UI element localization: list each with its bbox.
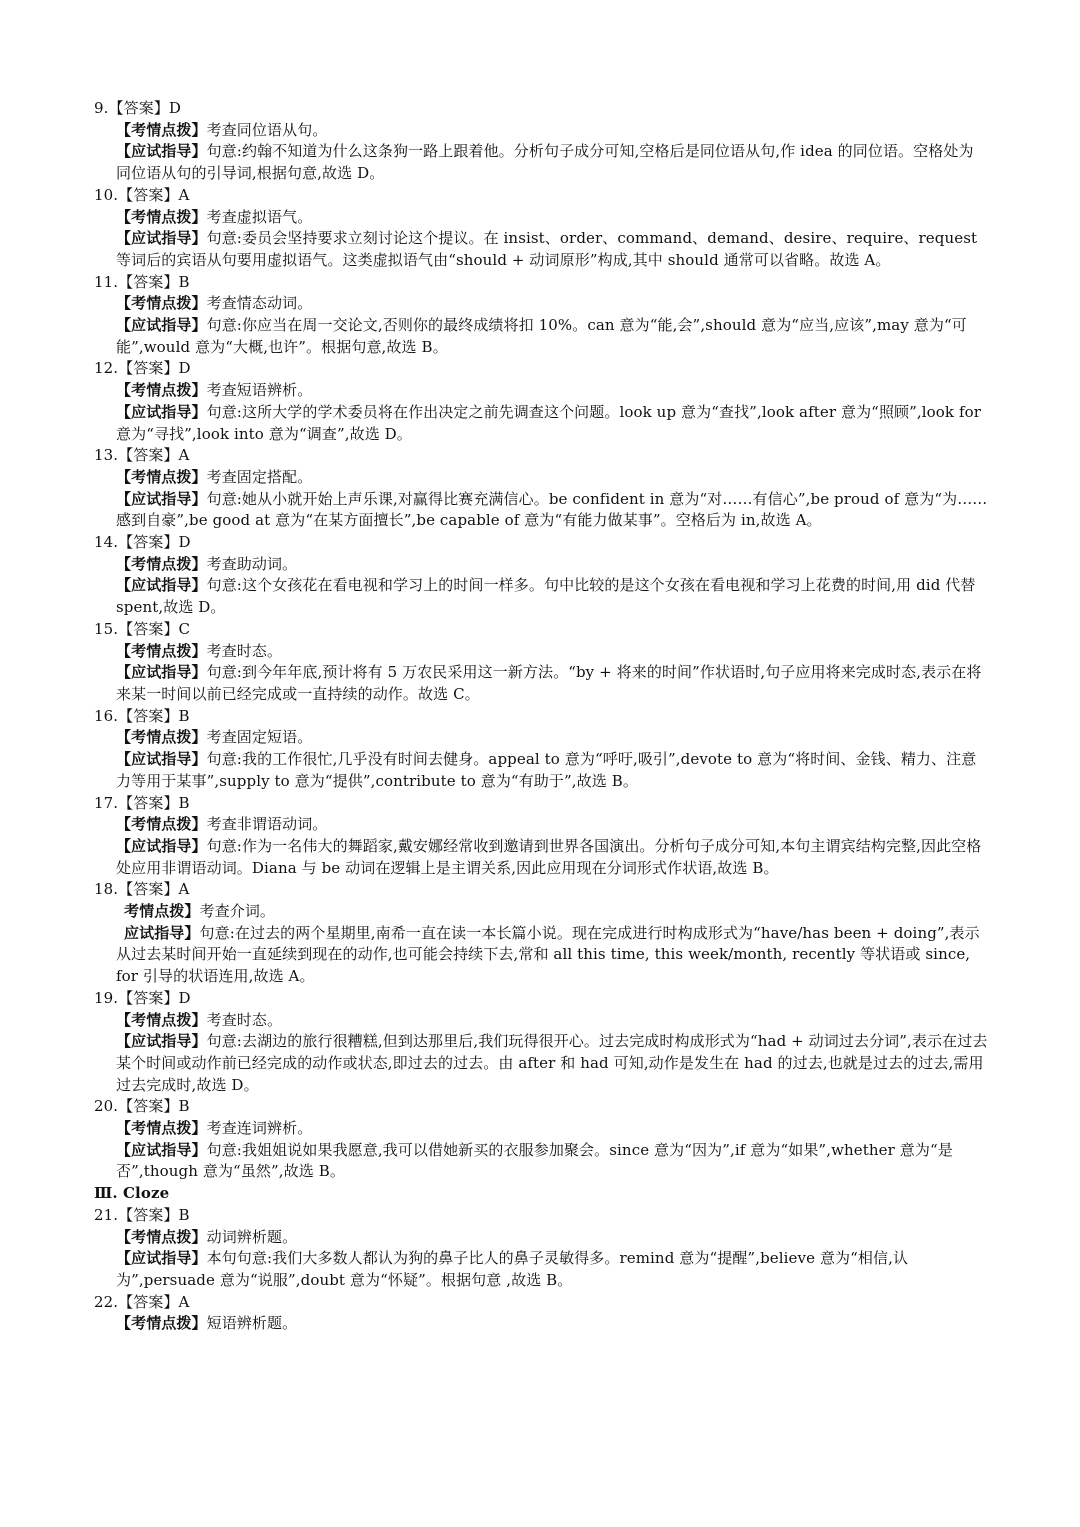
answer-label: 【答案】B <box>118 272 190 291</box>
question-number: 10. <box>94 185 119 204</box>
answer-line <box>94 185 988 207</box>
exam-point-text: 动词辨析题。 <box>206 1227 298 1246</box>
exam-point-label: 【考情点拨】 <box>116 728 207 747</box>
exam-point <box>94 641 988 663</box>
exam-point <box>94 814 988 836</box>
exam-point-text: 考查时态。 <box>206 641 283 660</box>
exam-point-label: 【考情点拨】 <box>116 467 207 486</box>
exam-point-label: 【考情点拨】 <box>116 1314 207 1333</box>
question-number: 11. <box>94 272 119 291</box>
answer-label: 【答案】B <box>118 1097 190 1116</box>
question-number: 9. <box>94 99 109 117</box>
exam-guide-text: 句意:到今年年底,预计将有 5 万农民采用这一新方法。“by + 将来的时间”作状语时,句子应用将来完成时态,表示在将来某一时间以前已经完成或一直持续的动作。故选 C。 <box>116 663 982 703</box>
answer-item-22 <box>94 1292 988 1335</box>
answer-line <box>94 1292 988 1314</box>
exam-point-label: 【考情点拨】 <box>116 1227 207 1246</box>
answer-item-20 <box>94 1096 988 1183</box>
answer-line <box>94 793 988 815</box>
answer-label: 【答案】D <box>108 99 182 117</box>
answer-content <box>94 98 988 1335</box>
answer-line <box>94 358 988 380</box>
exam-guide <box>94 489 988 532</box>
exam-point-label: 考情点拨】 <box>124 902 200 921</box>
exam-point-text: 考查虚拟语气。 <box>206 207 313 226</box>
answer-label: 【答案】B <box>118 1205 190 1224</box>
exam-point-label: 【考情点拨】 <box>116 207 207 226</box>
exam-point-text: 考查固定短语。 <box>206 728 313 747</box>
exam-point-text: 考查固定搭配。 <box>206 467 313 486</box>
exam-guide-text: 句意:作为一名伟大的舞蹈家,戴安娜经常收到邀请到世界各国演出。分析句子成分可知,本句主谓宾结构完整,因此空格处应用非谓语动词。Diana 与 be 动词在逻辑上是主谓关系,因此应用现在分词形式作状语,故选 B。 <box>116 836 982 877</box>
exam-guide-label: 【应试指导】 <box>116 663 207 682</box>
exam-point-label: 【考情点拨】 <box>116 381 207 400</box>
exam-point-text: 考查同位语从句。 <box>206 120 328 139</box>
exam-point-text: 考查短语辨析。 <box>206 381 313 400</box>
exam-point-label: 【考情点拨】 <box>116 294 207 313</box>
exam-point <box>94 120 988 142</box>
exam-guide-text: 句意:约翰不知道为什么这条狗一路上跟着他。分析句子成分可知,空格后是同位语从句,作 idea 的同位语。空格处为同位语从句的引导词,根据句意,故选 D。 <box>116 142 974 183</box>
exam-guide-label: 【应试指导】 <box>116 316 207 335</box>
question-number: 20. <box>94 1097 119 1116</box>
exam-guide <box>94 1140 988 1183</box>
answer-label: 【答案】D <box>118 533 191 552</box>
exam-guide <box>94 1031 988 1096</box>
answer-line <box>94 988 988 1010</box>
question-number: 19. <box>94 988 119 1007</box>
exam-guide <box>94 315 988 358</box>
exam-point <box>94 554 988 576</box>
exam-guide <box>94 662 988 705</box>
exam-guide-text: 句意:委员会坚持要求立刻讨论这个提议。在 insist、order、command、demand、desire、require、request 等词后的宾语从句要用虚拟语气。这类虚拟语气由“should + 动词原形”构成,其中 should 通常可以省略。故选 A。 <box>116 229 978 269</box>
exam-guide-label: 应试指导】 <box>124 923 200 942</box>
answer-item-14 <box>94 532 988 619</box>
answer-item-21 <box>94 1205 988 1292</box>
exam-point-text: 考查助动词。 <box>206 554 298 573</box>
answer-item-19 <box>94 988 988 1097</box>
answer-item-16 <box>94 706 988 793</box>
answer-label: 【答案】A <box>118 880 190 899</box>
question-number: 22. <box>94 1292 119 1311</box>
answer-line <box>94 619 988 641</box>
question-number: 18. <box>94 880 119 899</box>
exam-point-text: 考查连词辨析。 <box>206 1119 313 1138</box>
exam-guide-text: 句意:你应当在周一交论文,否则你的最终成绩将扣 10%。can 意为“能,会”,should 意为“应当,应该”,may 意为“可能”,would 意为“大概,也许”。根据句意,故选 B。 <box>116 316 967 356</box>
exam-guide <box>94 923 988 988</box>
exam-guide-text: 句意:这所大学的学术委员将在作出决定之前先调查这个问题。look up 意为“查找”,look after 意为“照顾”,look for 意为“寻找”,look into 意为“调查”,故选 D。 <box>116 402 982 443</box>
exam-guide <box>94 1248 988 1291</box>
answer-line <box>94 98 988 120</box>
exam-guide-text: 句意:她从小就开始上声乐课,对赢得比赛充满信心。be confident in 意为“对……有信心”,be proud of 意为“为……感到自豪”,be good at 意为“在某方面擅长”,be capable of 意为“有能力做某事”。空格后为 in,故选 A。 <box>116 489 988 530</box>
exam-guide-label: 【应试指导】 <box>116 750 207 769</box>
answer-label: 【答案】A <box>118 185 190 204</box>
exam-point <box>94 1227 988 1249</box>
exam-guide-label: 【应试指导】 <box>116 1249 207 1268</box>
answer-line <box>94 445 988 467</box>
exam-point <box>94 380 988 402</box>
exam-point-text: 考查情态动词。 <box>206 294 313 313</box>
answer-label: 【答案】D <box>118 988 191 1007</box>
exam-guide <box>94 402 988 445</box>
answer-label: 【答案】B <box>118 793 190 812</box>
question-number: 13. <box>94 446 119 465</box>
section-heading-cloze: Ⅲ. Cloze <box>94 1184 170 1203</box>
exam-point <box>94 1313 988 1335</box>
exam-point <box>94 467 988 489</box>
exam-guide-label: 【应试指导】 <box>116 142 207 161</box>
exam-guide-text: 句意:去湖边的旅行很糟糕,但到达那里后,我们玩得很开心。过去完成时构成形式为“had + 动词过去分词”,表示在过去某个时间或动作前已经完成的动作或状态,即过去的过去。由 after 和 had 可知,动作是发生在 had 的过去,也就是过去的过去,需用过去完成时,故选 D。 <box>116 1032 988 1094</box>
question-number: 14. <box>94 533 119 552</box>
exam-point <box>94 1010 988 1032</box>
exam-guide-label: 【应试指导】 <box>116 1032 207 1051</box>
exam-guide <box>94 141 988 184</box>
exam-guide-label: 【应试指导】 <box>116 229 207 248</box>
question-number: 15. <box>94 619 119 638</box>
exam-guide-text: 句意:在过去的两个星期里,南希一直在读一本长篇小说。现在完成进行时构成形式为“have/has been + doing”,表示从过去某时间开始一直延续到现在的动作,也可能会持续下去,常和 all this time, this week/month, recently 等状语或 since, for 引导的状语连用,故选 A。 <box>116 923 980 986</box>
question-number: 12. <box>94 359 119 378</box>
answer-item-13 <box>94 445 988 532</box>
exam-guide-label: 【应试指导】 <box>116 576 207 595</box>
question-number: 17. <box>94 793 119 812</box>
answer-line <box>94 532 988 554</box>
exam-point-label: 【考情点拨】 <box>116 1010 207 1029</box>
question-number: 21. <box>94 1205 119 1224</box>
answer-line <box>94 879 988 901</box>
exam-point-label: 【考情点拨】 <box>116 120 207 139</box>
answer-item-9 <box>94 98 988 185</box>
question-number: 16. <box>94 706 119 725</box>
exam-guide <box>94 228 988 271</box>
exam-point <box>94 293 988 315</box>
exam-guide-label: 【应试指导】 <box>116 836 207 855</box>
exam-point <box>94 1118 988 1140</box>
answer-item-10 <box>94 185 988 272</box>
exam-guide <box>94 749 988 792</box>
answer-label: 【答案】D <box>118 359 191 378</box>
exam-point <box>94 207 988 229</box>
exam-point-label: 【考情点拨】 <box>116 1119 207 1138</box>
answer-line <box>94 272 988 294</box>
exam-point <box>94 727 988 749</box>
exam-point <box>94 901 988 923</box>
answer-label: 【答案】B <box>118 706 190 725</box>
answer-label: 【答案】A <box>118 1292 190 1311</box>
answer-item-12 <box>94 358 988 445</box>
exam-guide-label: 【应试指导】 <box>116 489 207 508</box>
exam-guide <box>94 575 988 618</box>
answer-line <box>94 1205 988 1227</box>
answer-item-18 <box>94 879 988 988</box>
exam-guide-text: 句意:我的工作很忙,几乎没有时间去健身。appeal to 意为“呼吁,吸引”,devote to 意为“将时间、金钱、精力、注意力等用于某事”,supply to 意为“提供”,contribute to 意为“有助于”,故选 B。 <box>116 750 977 790</box>
answer-item-17 <box>94 793 988 880</box>
exam-guide-text: 句意:我姐姐说如果我愿意,我可以借她新买的衣服参加聚会。since 意为“因为”,if 意为“如果”,whether 意为“是否”,though 意为“虽然”,故选 B。 <box>116 1140 953 1181</box>
exam-point-text: 考查非谓语动词。 <box>206 815 328 834</box>
exam-point-text: 考查时态。 <box>206 1010 283 1029</box>
exam-guide-text: 句意:这个女孩花在看电视和学习上的时间一样多。句中比较的是这个女孩在看电视和学习上花费的时间,用 did 代替 spent,故选 D。 <box>116 576 976 617</box>
answer-label: 【答案】C <box>118 619 191 638</box>
exam-guide-label: 【应试指导】 <box>116 1140 207 1159</box>
answer-line <box>94 706 988 728</box>
exam-point-label: 【考情点拨】 <box>116 815 207 834</box>
exam-guide-label: 【应试指导】 <box>116 402 207 421</box>
exam-guide <box>94 836 988 879</box>
answer-item-11 <box>94 272 988 359</box>
exam-point-text: 短语辨析题。 <box>206 1314 298 1333</box>
exam-point-text: 考查介词。 <box>199 902 276 921</box>
exam-guide-text: 本句句意:我们大多数人都认为狗的鼻子比人的鼻子灵敏得多。remind 意为“提醒”,believe 意为“相信,认为”,persuade 意为“说服”,doubt 意为“怀疑”。根据句意 ,故选 B。 <box>116 1249 909 1289</box>
answer-line <box>94 1096 988 1118</box>
answer-label: 【答案】A <box>118 446 190 465</box>
exam-point-label: 【考情点拨】 <box>116 554 207 573</box>
answer-item-15 <box>94 619 988 706</box>
exam-point-label: 【考情点拨】 <box>116 641 207 660</box>
